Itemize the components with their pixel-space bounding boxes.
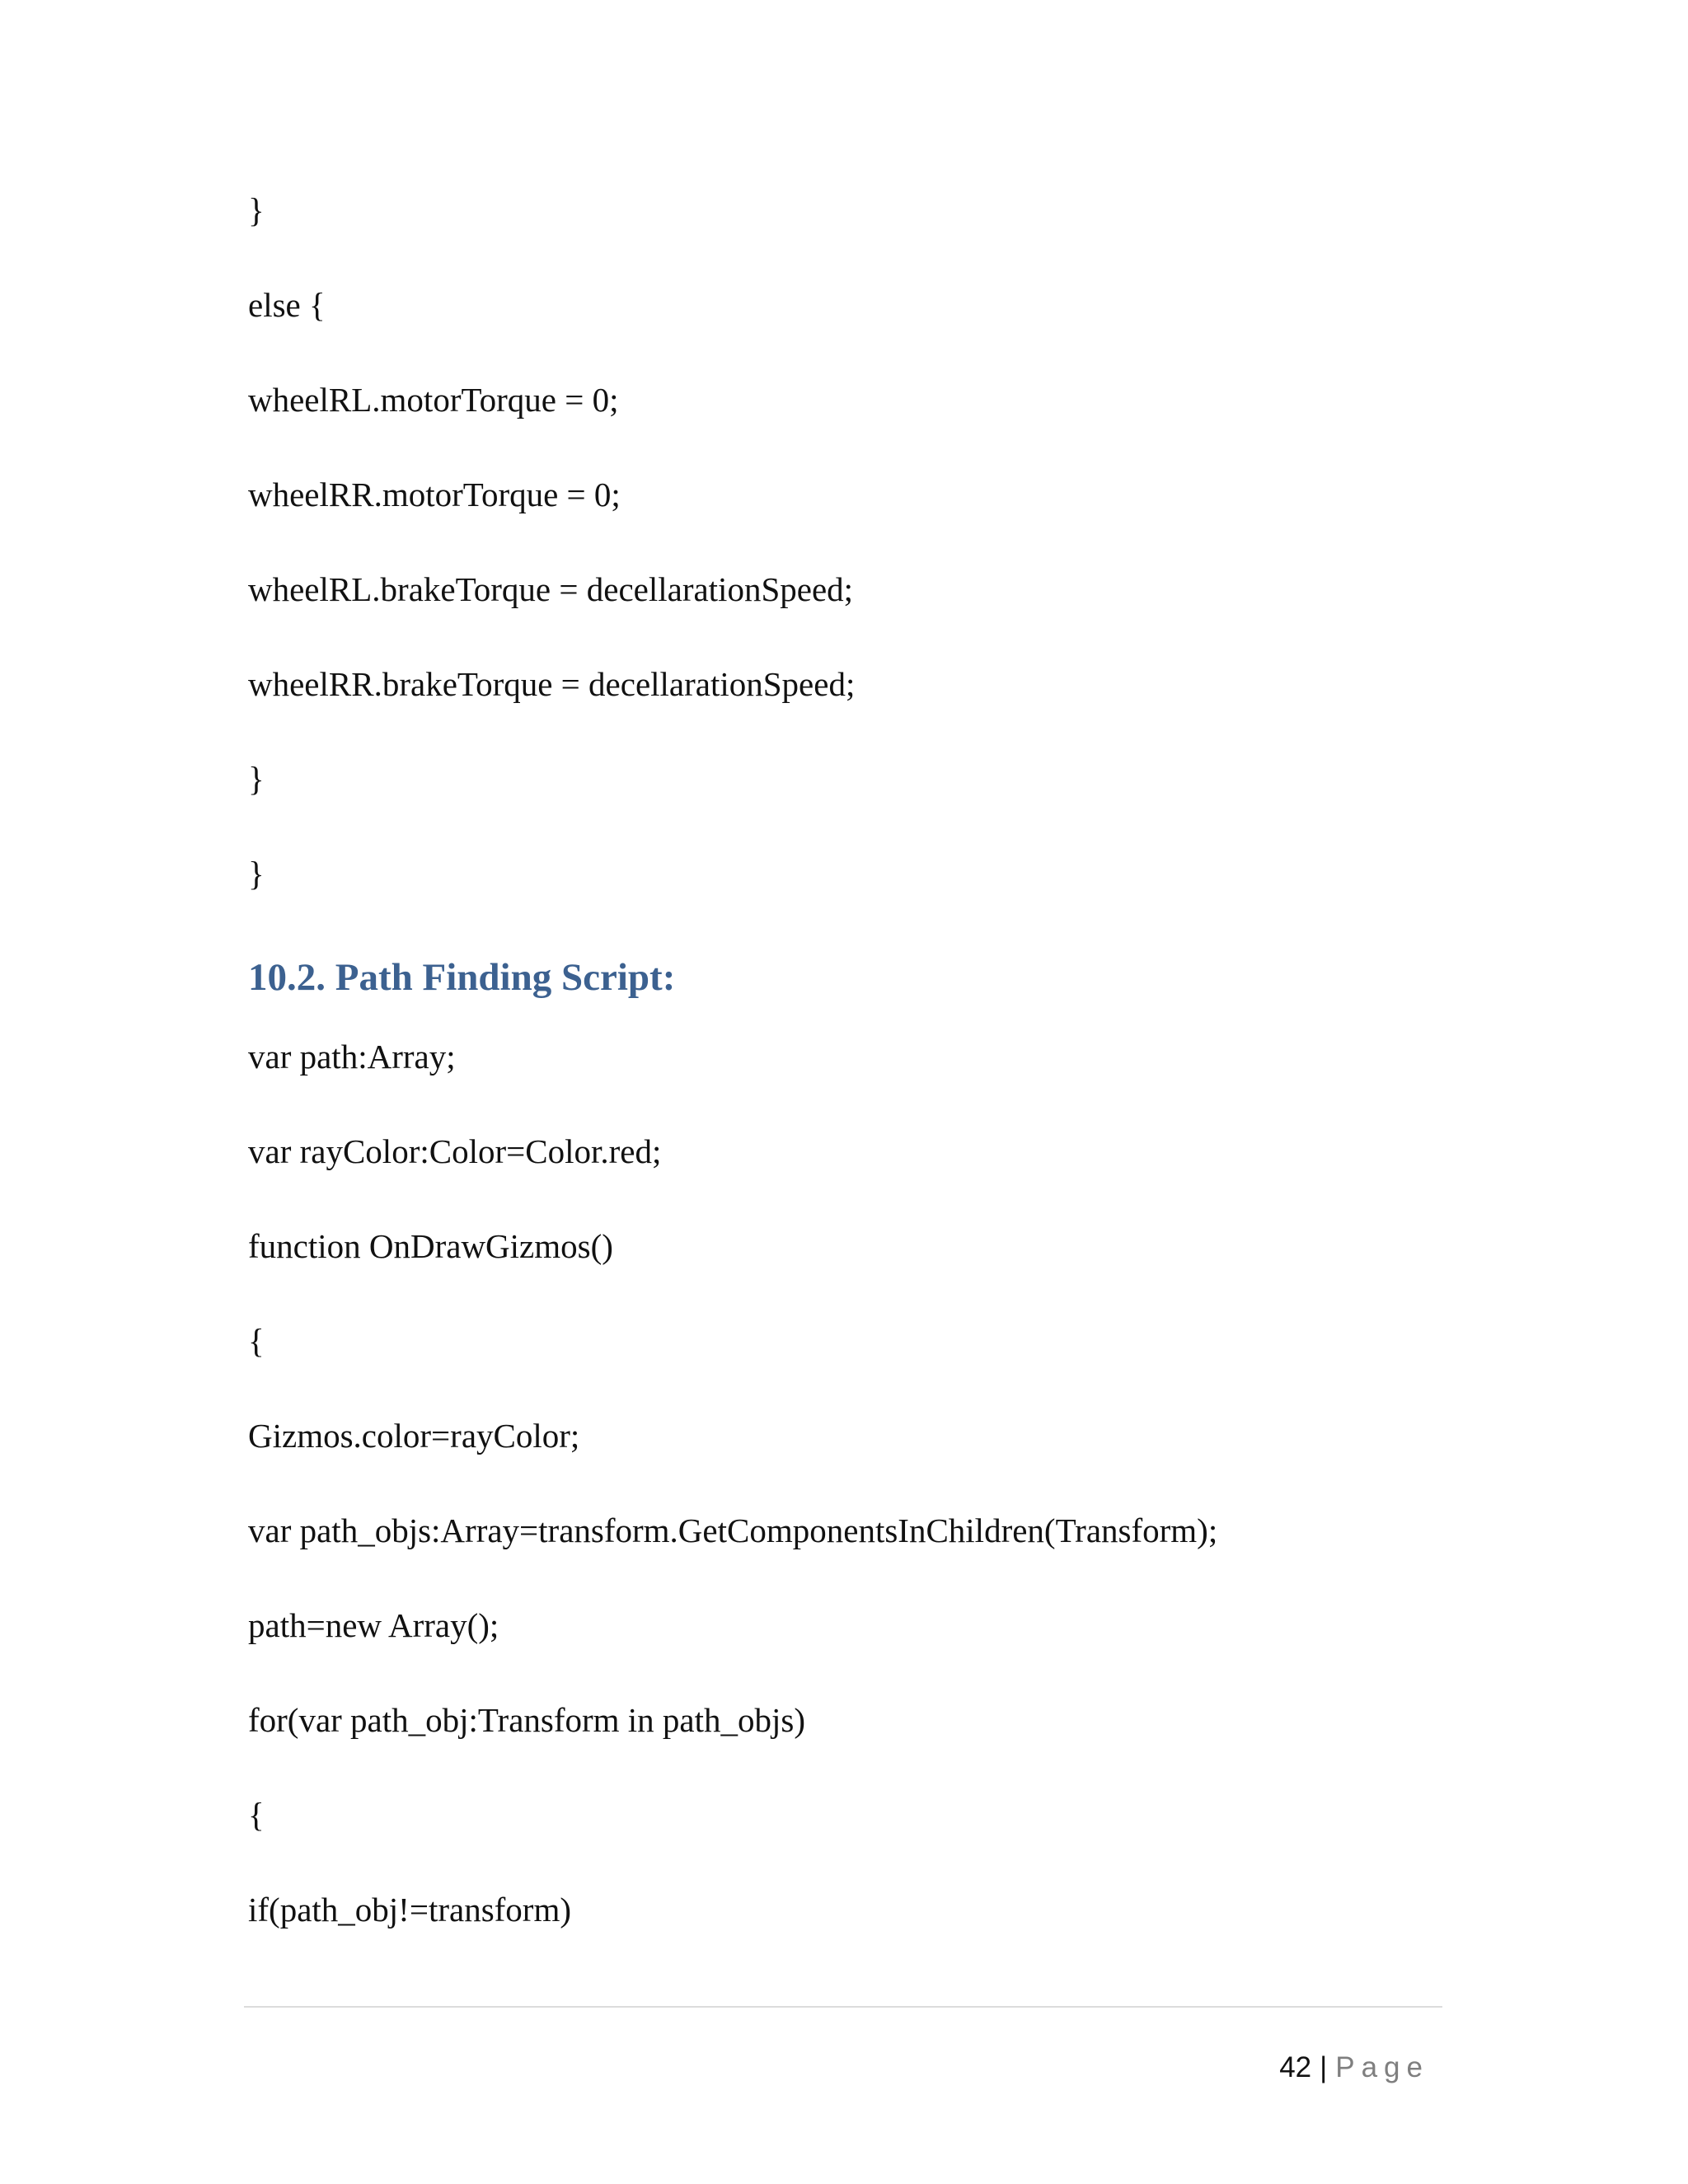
code-line: var path:Array;	[248, 1038, 456, 1076]
code-line: wheelRR.motorTorque = 0;	[248, 476, 621, 513]
code-line: if(path_obj!=transform)	[248, 1891, 572, 1929]
page-label: Page	[1335, 2051, 1429, 2083]
page-number: 42	[1279, 2051, 1312, 2083]
code-line: else {	[248, 286, 326, 324]
code-line: }	[248, 191, 265, 229]
code-line: for(var path_obj:Transform in path_objs)	[248, 1701, 806, 1739]
footer-divider	[244, 2006, 1442, 2008]
footer-separator: |	[1320, 2051, 1328, 2083]
code-line: wheelRL.motorTorque = 0;	[248, 381, 619, 419]
code-line: Gizmos.color=rayColor;	[248, 1417, 580, 1455]
page-footer	[1247, 2011, 1429, 2125]
code-line: function OnDrawGizmos()	[248, 1227, 613, 1265]
code-line: {	[248, 1796, 265, 1834]
section-heading: 10.2. Path Finding Script:	[248, 956, 676, 999]
code-line: {	[248, 1322, 265, 1360]
code-line: var path_objs:Array=transform.GetComponentsInChildren(Transform);	[248, 1511, 1218, 1549]
code-line: var rayColor:Color=Color.red;	[248, 1132, 662, 1170]
code-line: path=new Array();	[248, 1606, 499, 1644]
code-line: wheelRR.brakeTorque = decellarationSpeed;	[248, 665, 856, 703]
code-line: }	[248, 760, 265, 798]
code-line: wheelRL.brakeTorque = decellarationSpeed;	[248, 570, 854, 608]
code-line: }	[248, 855, 265, 893]
